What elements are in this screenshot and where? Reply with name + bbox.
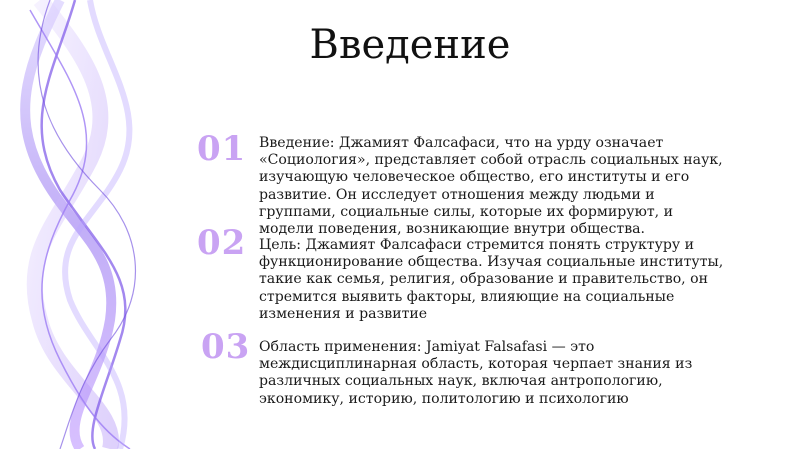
item-number-2: 02 (197, 223, 247, 263)
item-text-2: Цель: Джамият Фалсафаси стремится понять структуру и функционирование общества. Изучая социальные институты, такие как семья, религия, образование и правительство, он стремится выявить факторы, влияющие на социальные изменения и развитие (259, 237, 724, 322)
item-number-3: 03 (201, 327, 251, 367)
item-number-1: 01 (197, 129, 247, 169)
item-text-1: Введение: Джамият Фалсафаси, что на урду означает «Социология», представляет собой отрасль социальных наук, изучающую человеческое общество, его институты и его развитие. Он исследует отношения между людьми и группами, социальные силы, которые их формируют, и модели поведения, возникающие внутри общества. (259, 135, 723, 238)
purple-smoke-wave-icon (0, 0, 200, 449)
slide-title: Введение (309, 22, 511, 68)
item-text-3: Область применения: Jamiyat Falsafasi — это междисциплинарная область, которая черпает знания из различных социальных наук, включая антропологию, экономику, историю, политологию и психологию (259, 339, 693, 407)
